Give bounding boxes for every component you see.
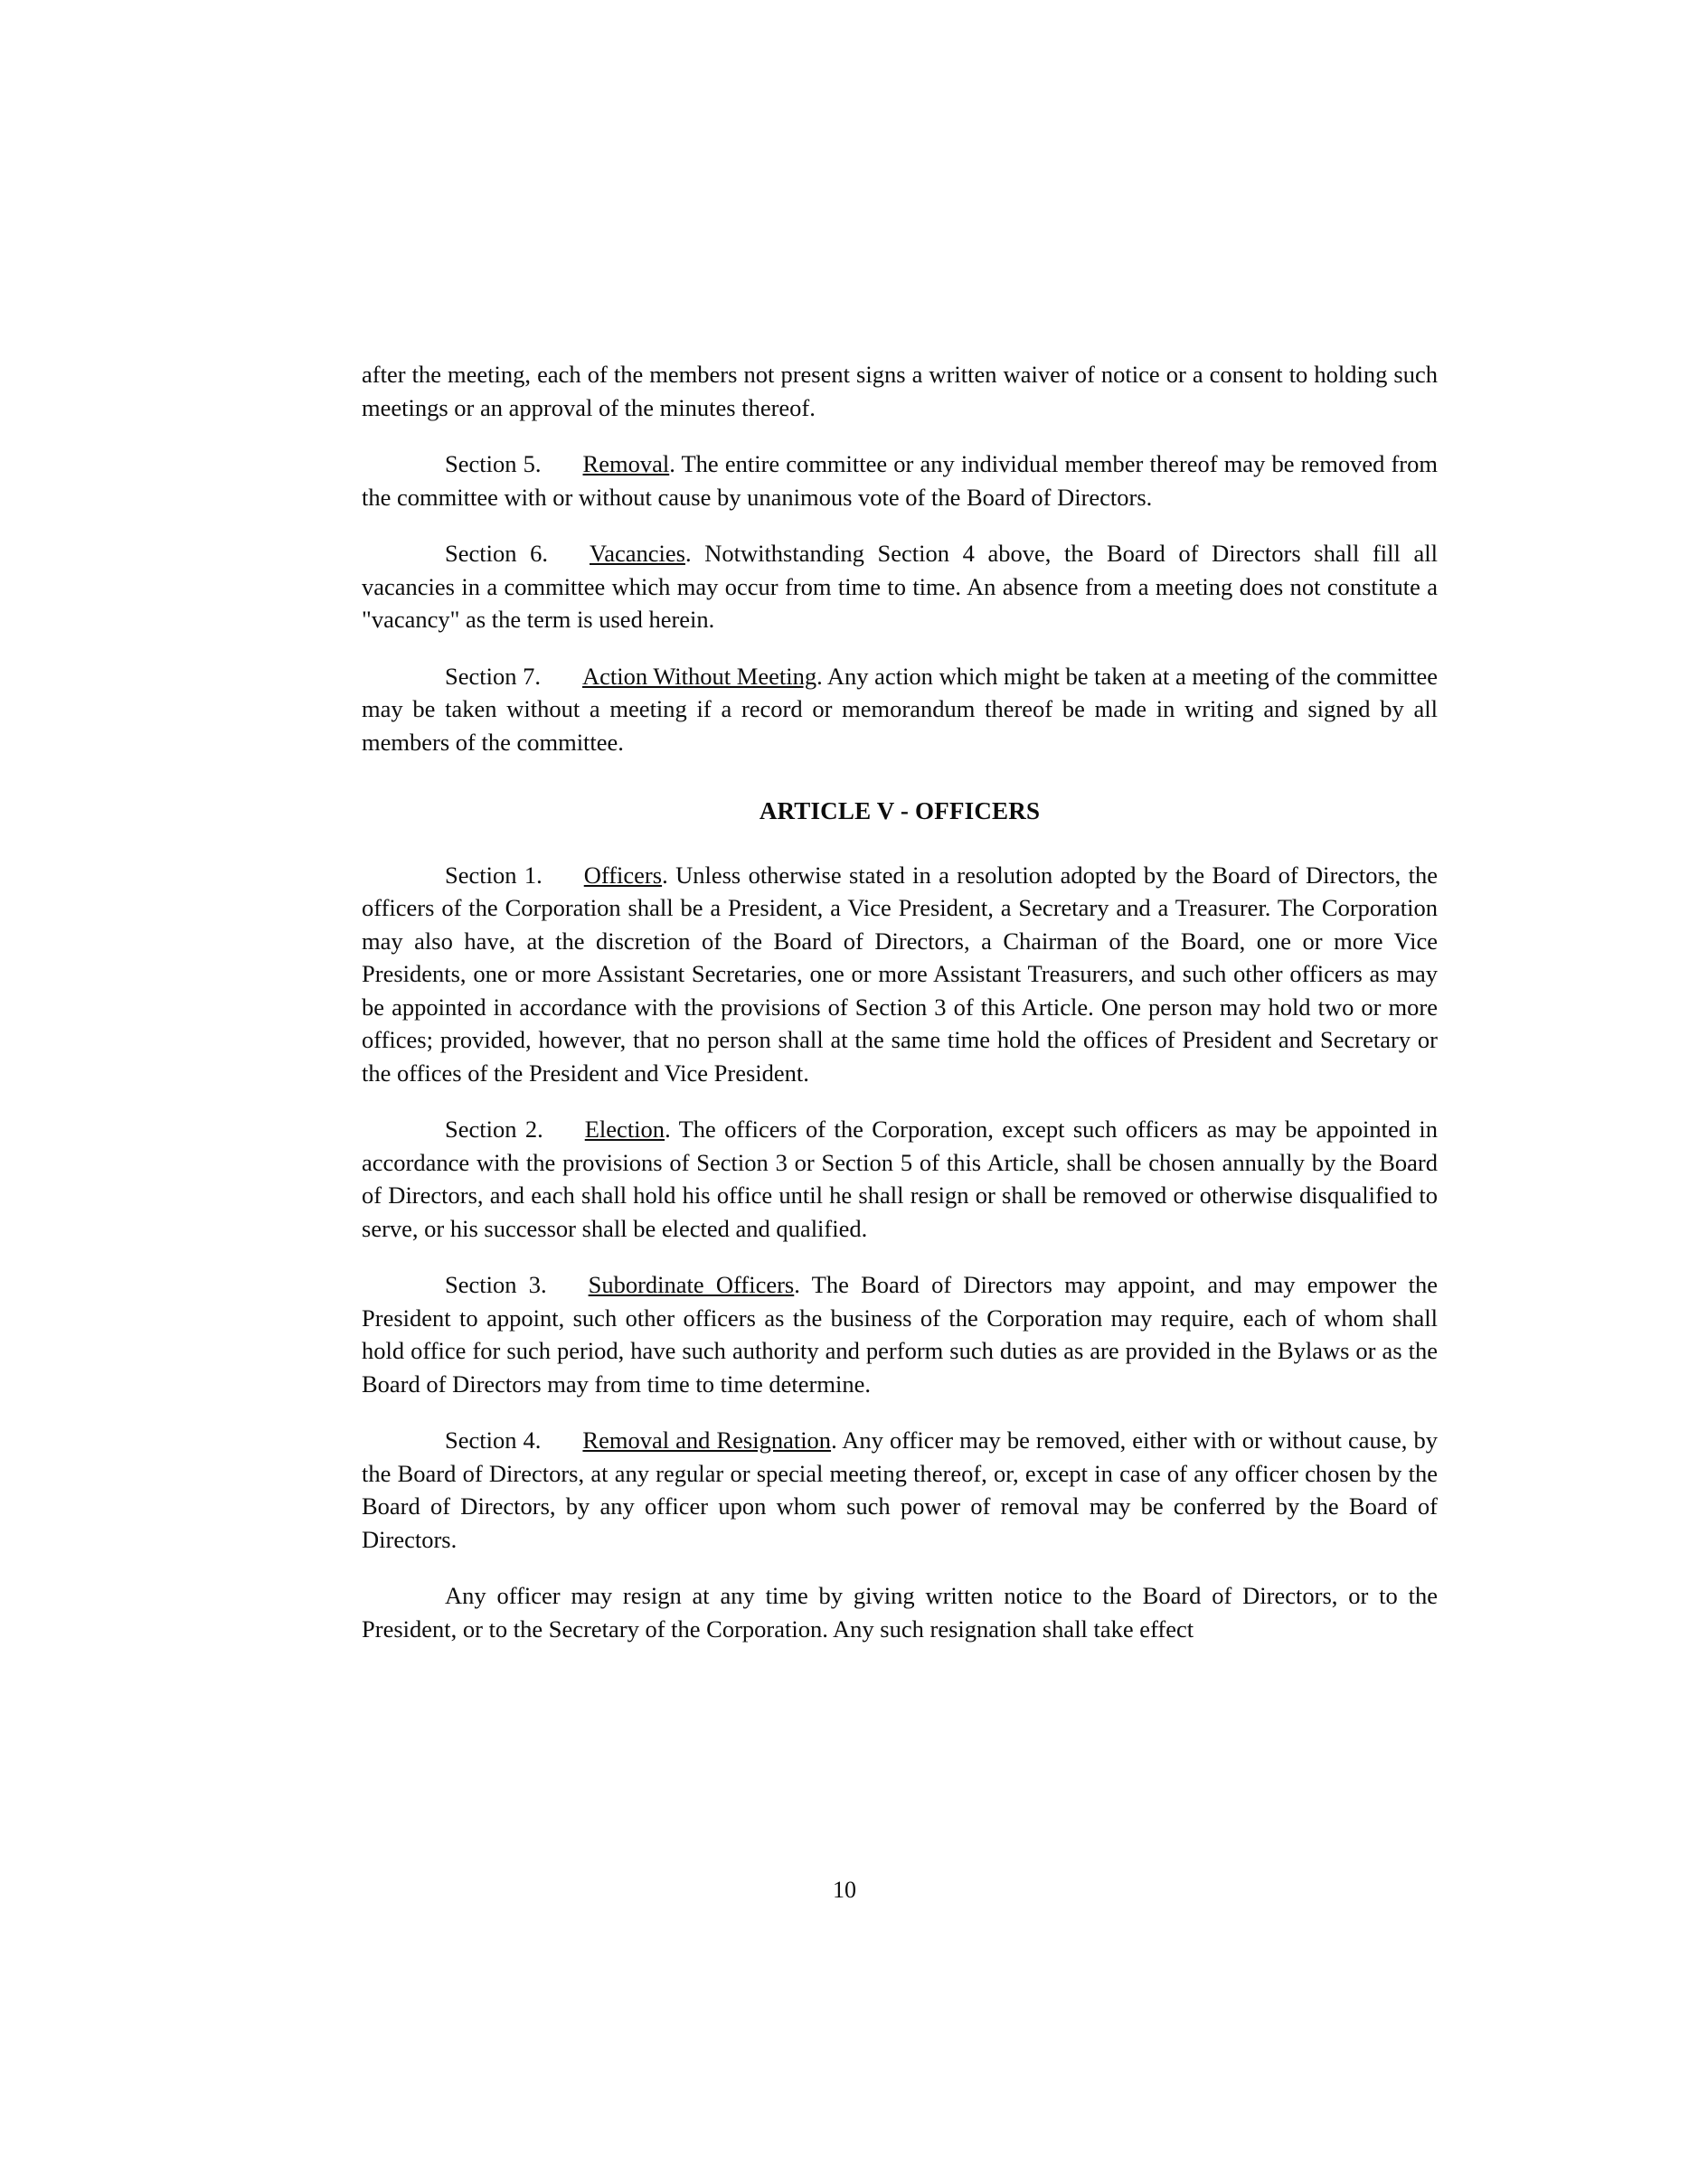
paragraph-text: . Notwithstanding Section 4 above, the Board of Directors shall fill all vacancies in a committee which may occur from time to time. An absence from a meeting does not constitute a "vacancy" as the term is used herein. [362, 540, 1438, 633]
paragraph-text: . Any action which might be taken at a meeting of the committee may be taken without a meeting if a record or memorandum thereof be made in writing and signed by all members of the committee. [362, 662, 1438, 756]
paragraph-resignation-notice [362, 1579, 1438, 1645]
paragraph-text: . Unless otherwise stated in a resolution adopted by the Board of Directors, the officers of the Corporation shall be a President, a Vice President, a Secretary and a Treasurer. The Corporation may also have, at the discretion of the Board of Directors, a Chairman of the Board, one or more Vice Presidents, one or more Assistant Secretaries, one or more Assistant Treasurers, and such other officers as may be appointed in accordance with the provisions of Section 3 of this Article. One person may hold two or more offices; provided, however, that no person shall at the same time hold the offices of President and Secretary or the offices of the President and Vice President. [362, 861, 1438, 1087]
section-heading: Removal [582, 450, 670, 477]
section-heading: Vacancies [590, 540, 685, 567]
section-label: Section 2. [445, 1116, 543, 1143]
paragraph-continuation [362, 358, 1438, 424]
section-heading: Officers [583, 861, 663, 889]
paragraph-text: . The Board of Directors may appoint, and may empower the President to appoint, such other officers as the business of the Corporation may require, each of whom shall hold office for such period, have such authority and perform such duties as are provided in the Bylaws or as the Board of Directors may from time to time determine. [362, 1271, 1438, 1398]
paragraph-article5-section-4 [362, 1424, 1438, 1556]
section-heading: Election [584, 1116, 665, 1143]
paragraph-text: . Any officer may be removed, either with or without cause, by the Board of Directors, at any regular or special meeting thereof, or, except in case of any officer chosen by the Board of Directors, by any officer upon whom such power of removal may be conferred by the Board of Directors. [362, 1426, 1438, 1553]
section-heading: Action Without Meeting [582, 662, 817, 690]
section-label: Section 6. [445, 540, 548, 567]
paragraph-article5-section-1 [362, 859, 1438, 1090]
section-label: Section 7. [445, 662, 542, 690]
paragraph-text: . The officers of the Corporation, except such officers as may be appointed in accordance with the provisions of Section 3 or Section 5 of this Article, shall be chosen annually by the Board of Directors, and each shall hold his office until he shall resign or shall be removed or otherwise disqualified to serve, or his successor shall be elected and qualified. [362, 1116, 1438, 1242]
paragraph-section-7 [362, 660, 1438, 759]
paragraph-text: . The entire committee or any individual member thereof may be removed from the committee with or without cause by unanimous vote of the Board of Directors. [362, 450, 1438, 511]
section-label: Section 1. [445, 861, 543, 889]
paragraph-article5-section-2 [362, 1113, 1438, 1245]
section-heading: Subordinate Officers [588, 1271, 795, 1298]
page-number: 10 [833, 1877, 856, 1903]
paragraph-article5-section-3 [362, 1268, 1438, 1400]
section-label: Section 3. [445, 1271, 547, 1298]
paragraph-text: Any officer may resign at any time by giving written notice to the Board of Directors, or to the President, or to the Secretary of the Corporation. Any such resignation shall take effect [362, 1582, 1438, 1643]
paragraph-text: after the meeting, each of the members not present signs a written waiver of notice or a consent to holding such meetings or an approval of the minutes thereof. [362, 361, 1438, 421]
paragraph-section-5 [362, 447, 1438, 513]
section-heading: Removal and Resignation [582, 1426, 832, 1454]
section-label: Section 5. [445, 450, 542, 477]
section-label: Section 4. [445, 1426, 542, 1454]
paragraph-section-6 [362, 537, 1438, 636]
article-heading: ARTICLE V - OFFICERS [759, 797, 1041, 824]
document-body [362, 358, 1438, 1645]
